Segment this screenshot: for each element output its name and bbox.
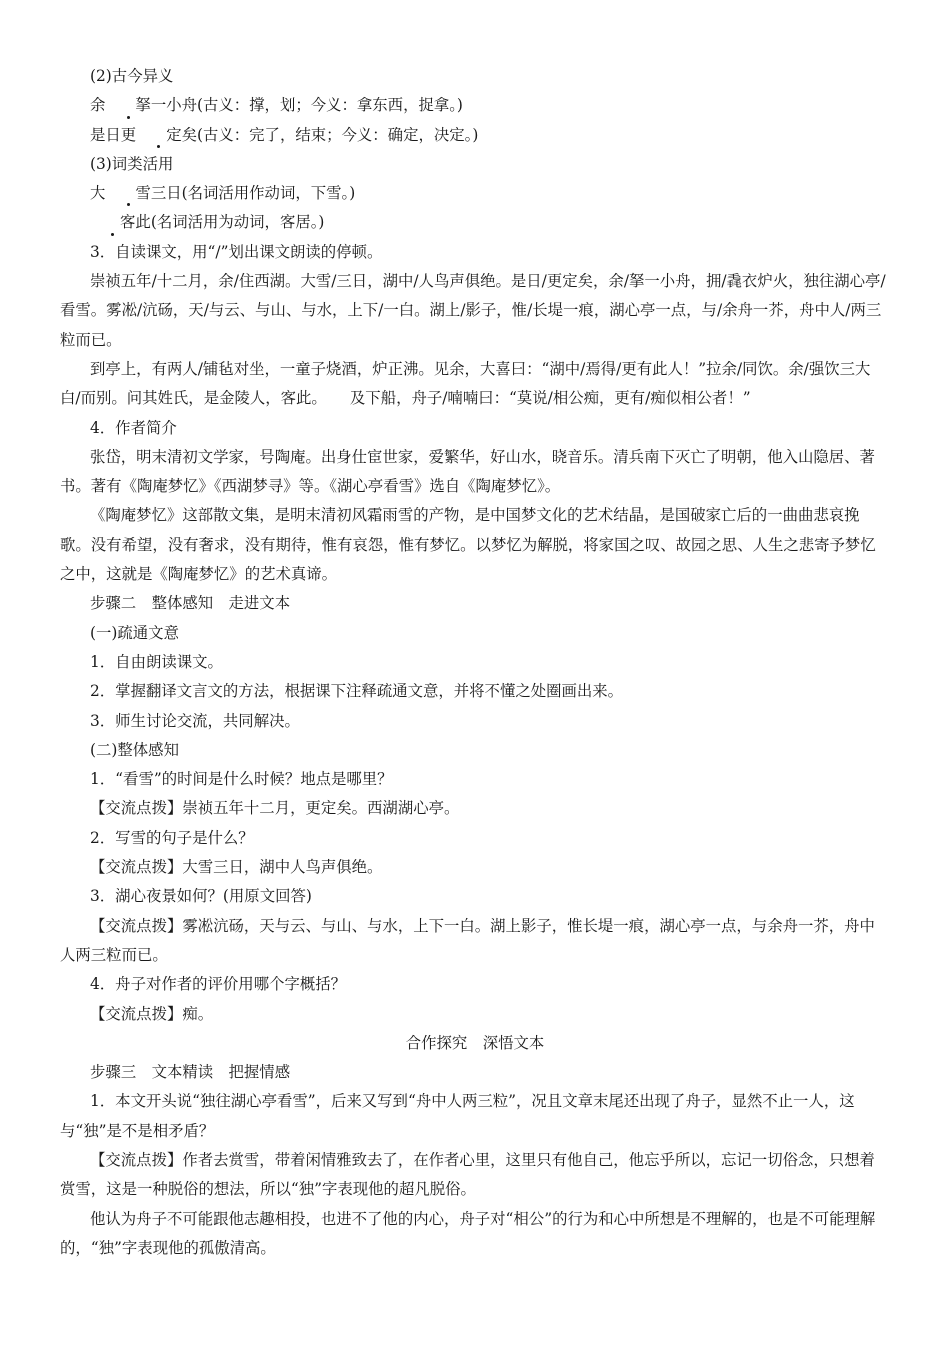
question: 2．写雪的句子是什么？ xyxy=(90,828,254,847)
section-overall-perception: (二)整体感知 xyxy=(90,740,179,759)
example-text: 余 xyxy=(90,96,106,115)
question: 1．本文开头说“独往湖心亭看雪”，后来又写到“舟中人两三粒”，况且文章末尾还出现了舟子，显然不止一人，这与“独”是不是相矛盾？ xyxy=(60,1092,855,1140)
answer: 【交流点拨】痴。 xyxy=(90,1004,214,1023)
example-text: 是日更 xyxy=(90,125,137,144)
heading-word-class-shift: (3)词类活用 xyxy=(90,154,174,173)
example-ke-ci xyxy=(60,208,890,237)
emphasized-char: 拏 xyxy=(105,91,150,120)
step-two-heading: 步骤二 整体感知 走进文本 xyxy=(90,594,291,613)
emphasized-char: 定 xyxy=(136,121,181,150)
step-three-heading: 步骤三 文本精读 把握情感 xyxy=(90,1063,291,1082)
answer-continuation: 他认为舟子不可能跟他志趣相投，也进不了他的内心，舟子对“相公”的行为和心中所想是不理解的，也是不可能理解的，“独”字表现他的孤傲清高。 xyxy=(60,1209,876,1257)
list-item: 3．师生讨论交流，共同解决。 xyxy=(90,711,300,730)
emphasized-char: 客 xyxy=(90,208,135,237)
answer: 【交流点拨】雾凇沆砀，天与云、与山、与水，上下一白。湖上影子，惟长堤一痕，湖心亭一点，与余舟一芥，舟中人两三粒而已。 xyxy=(60,916,875,964)
section-title-cooperative-inquiry: 合作探究 深悟文本 xyxy=(405,1033,545,1052)
answer: 【交流点拨】大雪三日，湖中人鸟声俱绝。 xyxy=(90,858,383,877)
task-reading-pauses: 3．自读课文，用“/”划出课文朗读的停顿。 xyxy=(90,242,383,261)
example-text: 矣(古义：完了，结束；今义：确定，决定。) xyxy=(181,125,479,144)
example-text: 此 xyxy=(135,213,151,232)
example-text: 一小舟(古义：撑，划；今义：拿东西，捉拿。) xyxy=(150,96,463,115)
heading-ancient-modern-meaning: (2)古今异义 xyxy=(90,67,174,85)
example-geng-ding xyxy=(60,121,890,150)
heading-author-intro: 4．作者简介 xyxy=(90,418,177,437)
answer: 【交流点拨】作者去赏雪，带着闲情雅致去了，在作者心里，这里只有他自己，他忘乎所以，忘记一切俗念，只想着赏雪，这是一种脱俗的想法，所以“独”字表现他的超凡脱俗。 xyxy=(60,1150,875,1199)
example-na-yi-xiao-zhou xyxy=(60,91,890,120)
author-paragraph: 张岱，明末清初文学家，号陶庵。出身仕宦世家，爱繁华，好山水，晓音乐。清兵南下灭亡了明朝，他入山隐居、著书。著有《陶庵梦忆》《西湖梦寻》等。《湖心亭看雪》选自《陶庵梦忆》。 xyxy=(60,447,875,496)
answer: 【交流点拨】崇祯五年十二月，更定矣。西湖湖心亭。 xyxy=(90,799,460,818)
question: 3．湖心夜景如何？(用原文回答) xyxy=(90,887,312,906)
text-paragraph-1: 崇祯五年/十二月，余/住西湖。大雪/三日，湖中/人鸟声俱绝。是日/更定矣，余/拏一小舟，拥/毳衣炉火，独往湖心亭/看雪。雾凇/沆砀，天/与云、与山、与水，上下/一白。湖上/影子，惟/长堤一痕，湖心亭一点，与/余舟一芥，舟中人/两三粒而已。 xyxy=(60,272,886,349)
section-understand-text: (一)疏通文意 xyxy=(90,623,179,642)
text-paragraph-2: 到亭上，有两人/铺毡对坐，一童子烧酒，炉正沸。见余，大喜曰：“湖中/焉得/更有此人！”拉余/同饮。余/强饮三大白/而别。问其姓氏，是金陵人，客此。 及下船，舟子/喃喃曰：“莫说/相公痴，更有/痴似相公者！” xyxy=(60,359,871,408)
example-text: (名词活用为动词，客居。) xyxy=(150,213,325,232)
example-text: 三日(名词活用作动词，下雪。) xyxy=(150,184,356,203)
list-item: 2．掌握翻译文言文的方法，根据课下注释疏通文意，并将不懂之处圈画出来。 xyxy=(90,682,624,701)
book-paragraph: 《陶庵梦忆》这部散文集，是明末清初风霜雨雪的产物，是中国梦文化的艺术结晶，是国破家亡后的一曲曲悲哀挽歌。没有希望，没有奢求，没有期待，惟有哀怨，惟有梦忆。以梦忆为解脱，将家国之叹、故园之思、人生之悲寄予梦忆之中，这就是《陶庵梦忆》的艺术真谛。 xyxy=(60,506,876,584)
emphasized-char: 雪 xyxy=(105,179,150,208)
example-text: 大 xyxy=(90,184,106,203)
question: 1．“看雪”的时间是什么时候？地点是哪里？ xyxy=(90,770,393,789)
list-item: 1．自由朗读课文。 xyxy=(90,652,223,671)
example-da-xue xyxy=(60,179,890,208)
question: 4．舟子对作者的评价用哪个字概括？ xyxy=(90,975,347,994)
